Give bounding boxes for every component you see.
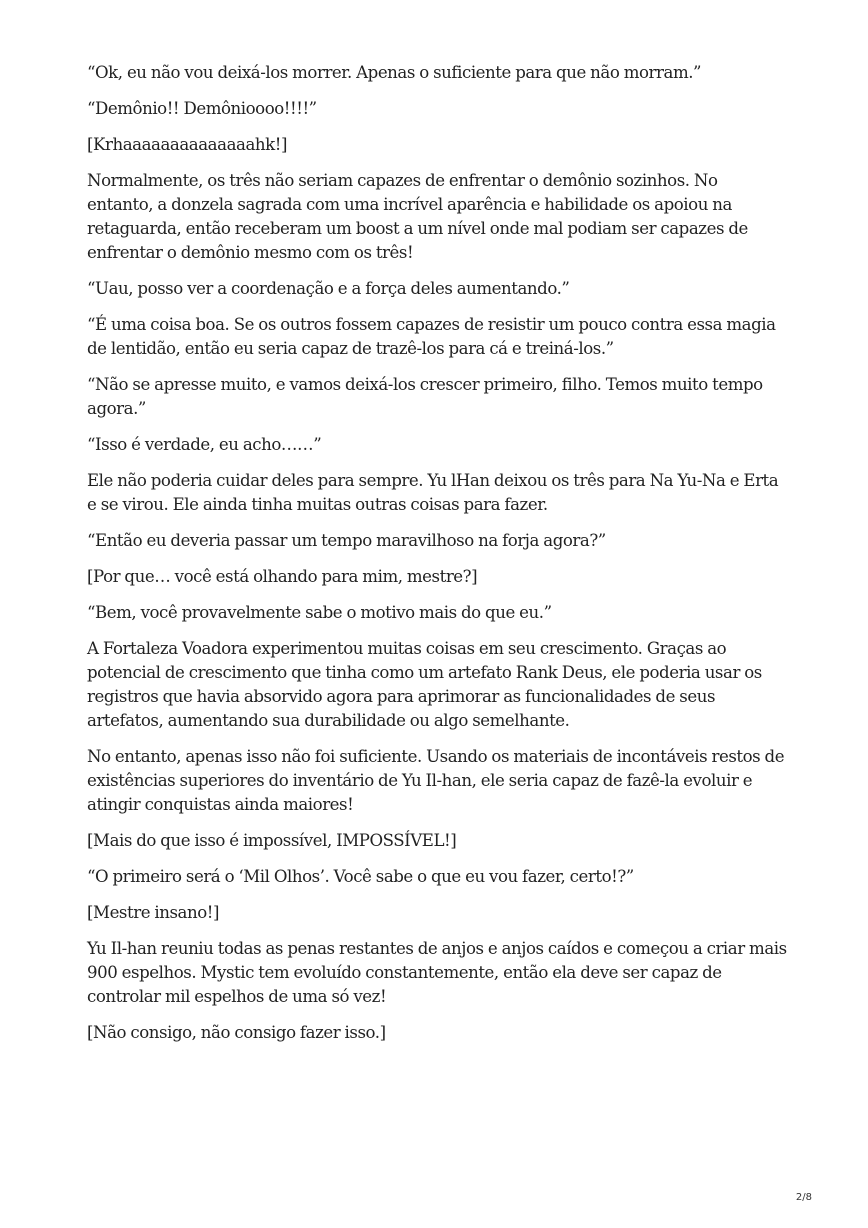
page-number: 2/8 bbox=[795, 1192, 812, 1203]
paragraph: A Fortaleza Voadora experimentou muitas coisas em seu crescimento. Graças ao potencial de crescimento que tinha como um artefato Rank Deus, ele poderia usar os registros que havia absorvido agora para aprimorar as funcionalidades de seus artefatos, aumentando sua durabilidade ou algo semelhante. bbox=[87, 639, 762, 730]
document-body bbox=[87, 61, 787, 1057]
paragraph: “Bem, você provavelmente sabe o motivo mais do que eu.” bbox=[87, 603, 552, 622]
paragraph: “É uma coisa boa. Se os outros fossem capazes de resistir um pouco contra essa magia de lentidão, então eu seria capaz de trazê-los para cá e treiná-los.” bbox=[87, 315, 776, 358]
paragraph: “O primeiro será o ‘Mil Olhos’. Você sabe o que eu vou fazer, certo!?” bbox=[87, 867, 634, 886]
paragraph: [Mais do que isso é impossível, IMPOSSÍVEL!] bbox=[87, 831, 457, 850]
paragraph: “Então eu deveria passar um tempo maravilhoso na forja agora?” bbox=[87, 531, 606, 550]
paragraph: [Krhaaaaaaaaaaaaaahk!] bbox=[87, 135, 287, 154]
paragraph: Ele não poderia cuidar deles para sempre. Yu lHan deixou os três para Na Yu-Na e Erta e se virou. Ele ainda tinha muitas outras coisas para fazer. bbox=[87, 471, 779, 514]
paragraph: “Ok, eu não vou deixá-los morrer. Apenas o suficiente para que não morram.” bbox=[87, 63, 702, 82]
paragraph: [Não consigo, não consigo fazer isso.] bbox=[87, 1023, 386, 1042]
paragraph: [Por que… você está olhando para mim, mestre?] bbox=[87, 567, 478, 586]
paragraph: [Mestre insano!] bbox=[87, 903, 220, 922]
paragraph: No entanto, apenas isso não foi suficiente. Usando os materiais de incontáveis restos de existências superiores do inventário de Yu Il-han, ele seria capaz de fazê-la evoluir e atingir conquistas ainda maiores! bbox=[87, 747, 785, 814]
paragraph: “Demônio!! Demônioooo!!!!” bbox=[87, 99, 317, 118]
paragraph: “Uau, posso ver a coordenação e a força deles aumentando.” bbox=[87, 279, 570, 298]
paragraph: “Não se apresse muito, e vamos deixá-los crescer primeiro, filho. Temos muito tempo agora.” bbox=[87, 375, 763, 418]
paragraph: Normalmente, os três não seriam capazes de enfrentar o demônio sozinhos. No entanto, a donzela sagrada com uma incrível aparência e habilidade os apoiou na retaguarda, então receberam um boost a um nível onde mal podiam ser capazes de enfrentar o demônio mesmo com os três! bbox=[87, 171, 748, 262]
paragraph: Yu Il-han reuniu todas as penas restantes de anjos e anjos caídos e começou a criar mais 900 espelhos. Mystic tem evoluído constantemente, então ela deve ser capaz de controlar mil espelhos de uma só vez! bbox=[87, 939, 787, 1006]
paragraph: “Isso é verdade, eu acho……” bbox=[87, 435, 322, 454]
